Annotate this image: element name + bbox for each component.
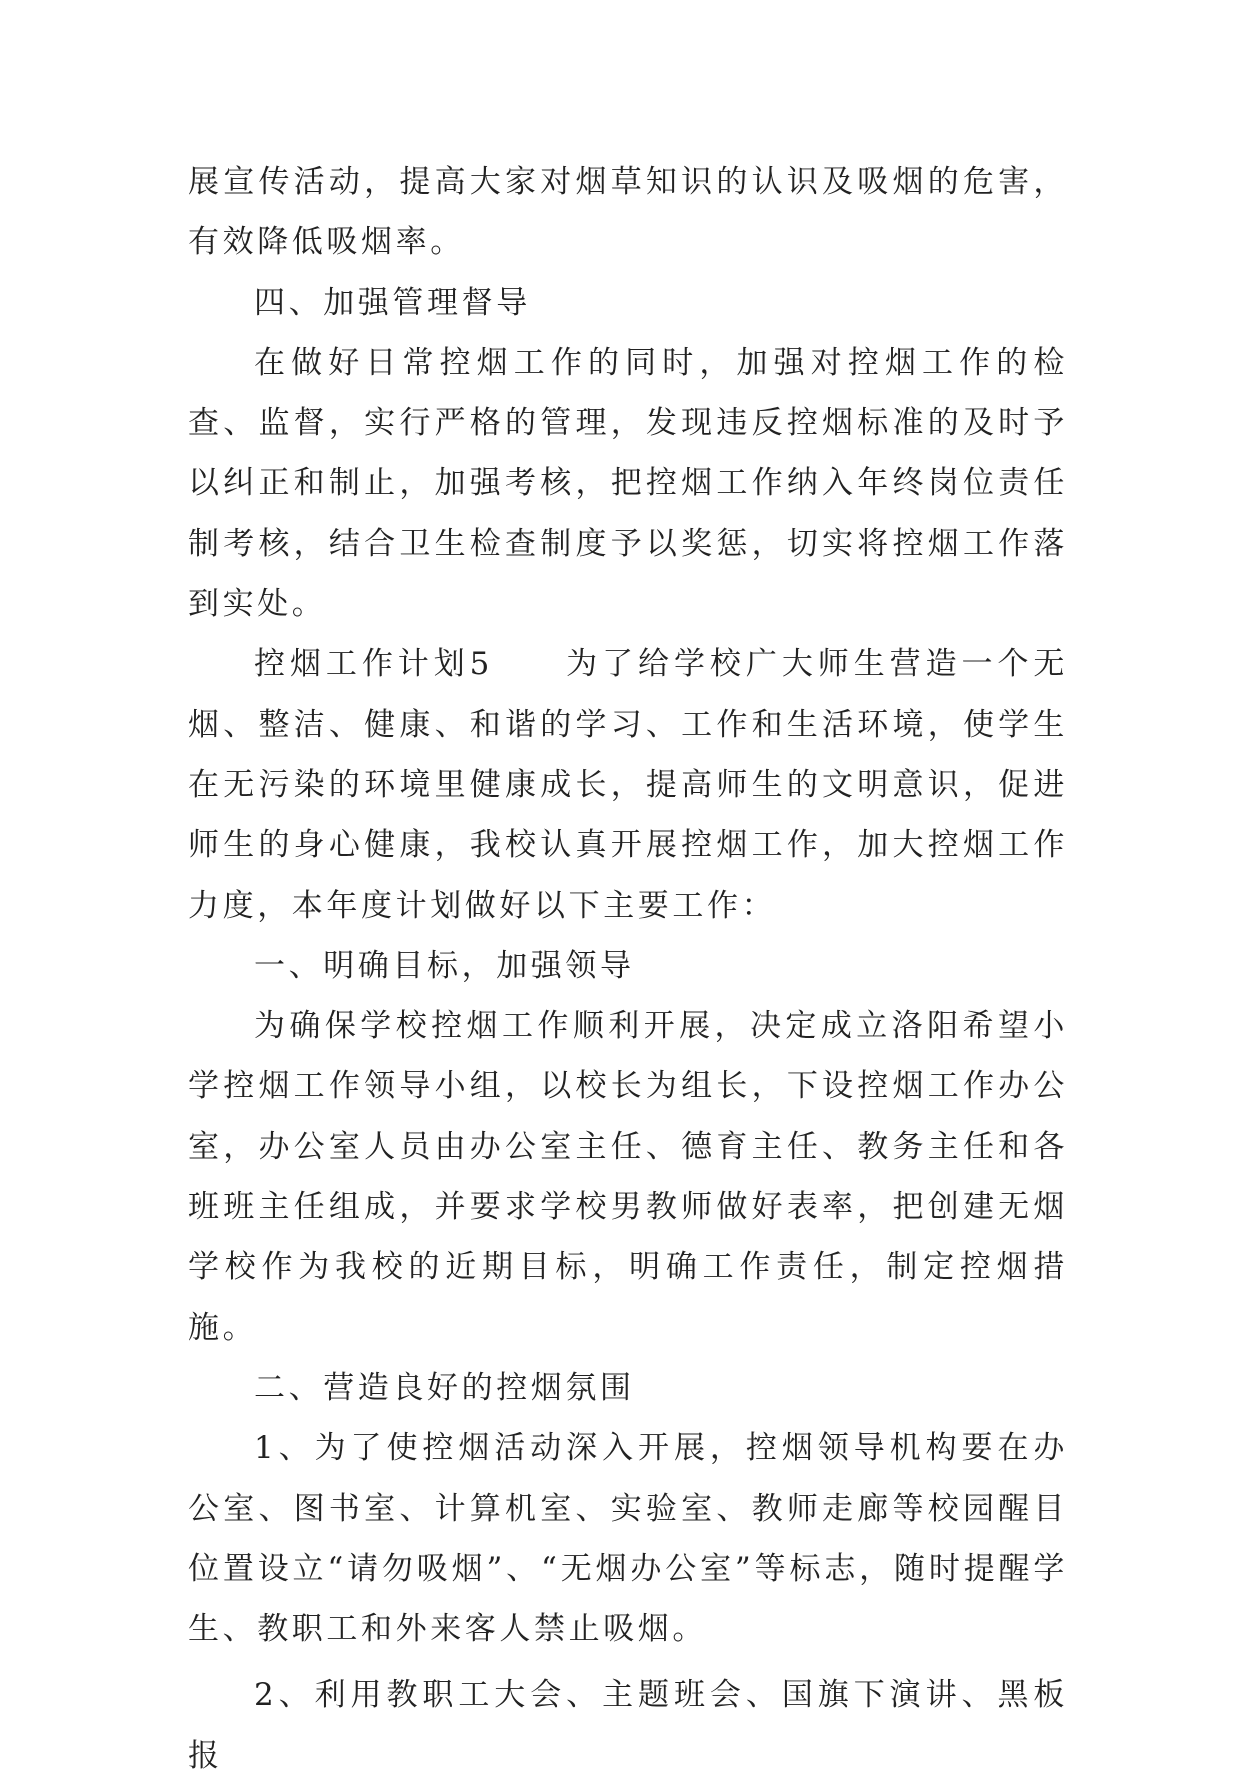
plan-5-intro: 控烟工作计划5 为了给学校广大师生营造一个无烟、整洁、健康、和谐的学习、工作和生活环境，使学生在无污染的环境里健康成长，提高师生的文明意识，促进师生的身心健康，我校认真开展控烟工作，加大控烟工作力度，本年度计划做好以下主要工作： — [188, 646, 1068, 924]
list-item-1: 1、为了使控烟活动深入开展，控烟领导机构要在办公室、图书室、计算机室、实验室、教师走廊等校园醒目位置设立“请勿吸烟”、“无烟办公室”等标志，随时提醒学生、教职工和外来客人禁止吸烟。 — [188, 1430, 1068, 1648]
paragraph-continuation: 展宣传活动，提高大家对烟草知识的认识及吸烟的危害，有效降低吸烟率。 — [188, 164, 1068, 261]
document-body — [188, 152, 1068, 1786]
list-item-2: 2、利用教职工大会、主题班会、国旗下演讲、黑板报 — [188, 1677, 1068, 1774]
paragraph-supervision: 在做好日常控烟工作的同时，加强对控烟工作的检查、监督，实行严格的管理，发现违反控烟标准的及时予以纠正和制止，加强考核，把控烟工作纳入年终岗位责任制考核，结合卫生检查制度予以奖惩，切实将控烟工作落到实处。 — [188, 344, 1068, 623]
section-heading-4: 四、加强管理督导 — [254, 284, 531, 321]
section-heading-1: 一、明确目标，加强领导 — [254, 947, 635, 984]
section-heading-2: 二、营造良好的控烟氛围 — [254, 1369, 635, 1406]
paragraph-leadership: 为确保学校控烟工作顺利开展，决定成立洛阳希望小学控烟工作领导小组，以校长为组长，下设控烟工作办公室，办公室人员由办公室主任、德育主任、教务主任和各班班主任组成，并要求学校男教师做好表率，把创建无烟学校作为我校的近期目标，明确工作责任，制定控烟措施。 — [188, 1008, 1068, 1346]
